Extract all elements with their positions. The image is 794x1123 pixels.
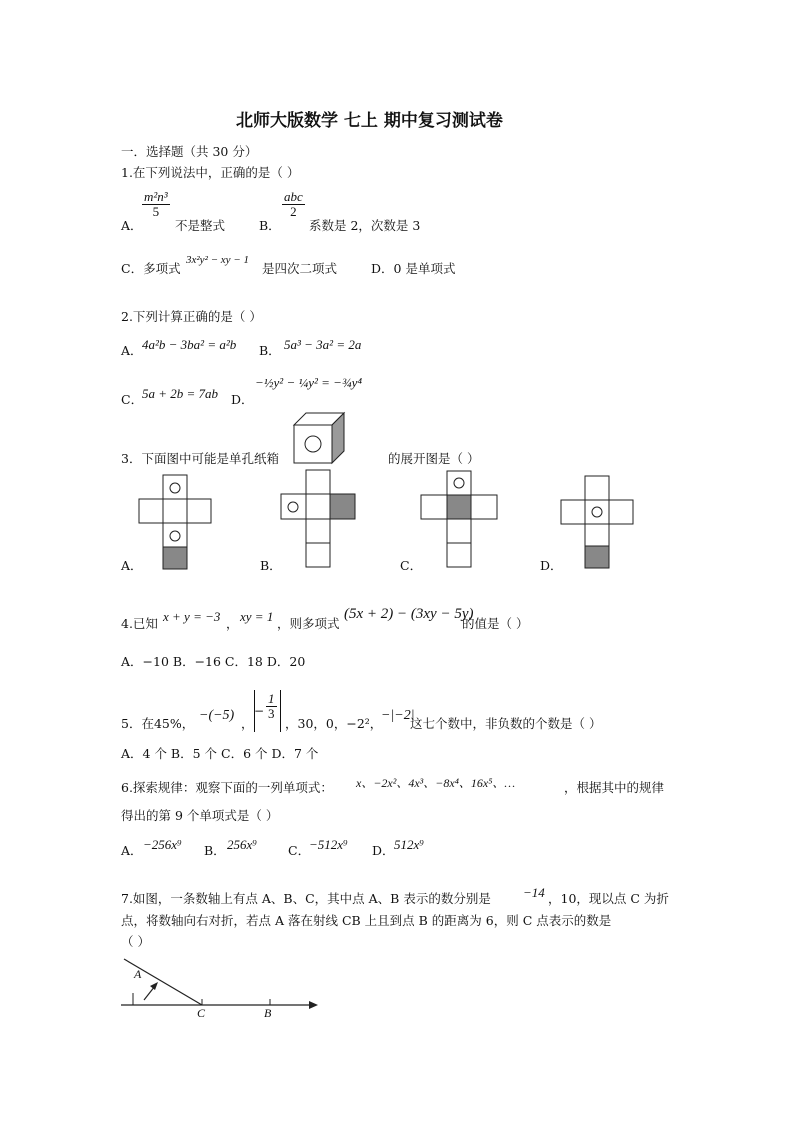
net-c-figure bbox=[421, 471, 497, 568]
q3-stem-prefix: 3．下面图中可能是单孔纸箱 bbox=[121, 451, 279, 466]
q1-option-a-label: A． bbox=[121, 218, 143, 233]
q6-option-c-expr: −512x⁹ bbox=[309, 837, 348, 852]
q1-option-a-fraction bbox=[142, 190, 170, 219]
q5-comma: ， bbox=[241, 716, 254, 731]
q1-stem: 1.在下列说法中，正确的是（ ） bbox=[121, 165, 300, 180]
q7-line3: （ ） bbox=[121, 934, 150, 949]
q3-option-d-label: D． bbox=[540, 558, 563, 573]
q3-stem-suffix: 的展开图是（ ） bbox=[388, 451, 480, 466]
net-d-figure bbox=[561, 476, 633, 569]
q7-label-b: B bbox=[264, 1006, 272, 1020]
q4-expression: (5x + 2) − (3xy − 5y) bbox=[344, 606, 474, 622]
net-b-figure bbox=[281, 470, 355, 568]
q2-option-a-expr: 4a²b − 3ba² = a²b bbox=[142, 337, 237, 352]
q7-label-a: A bbox=[134, 967, 142, 981]
q1-a-denominator: 5 bbox=[152, 204, 160, 219]
q7-line1-prefix: 7.如图，一条数轴上有点 A、B、C，其中点 A、B 表示的数分别是 bbox=[121, 891, 491, 906]
q4-condition-2: xy = 1 bbox=[240, 609, 274, 624]
q5-stem-prefix: 5．在45%， bbox=[121, 716, 195, 731]
q7-label-c: C bbox=[197, 1006, 206, 1020]
q1-option-c-text: 是四次二项式 bbox=[262, 261, 338, 276]
q6-option-d-label: D． bbox=[372, 843, 395, 858]
q7-number-line-figure bbox=[118, 955, 323, 1025]
page-title: 北师大版数学 七上 期中复习测试卷 bbox=[236, 111, 503, 131]
q1-b-numerator: abc bbox=[284, 189, 303, 204]
q6-sequence: x、−2x²、4x³、−8x⁴、16x⁵、… bbox=[356, 776, 516, 790]
q4-stem-mid: ，则多项式 bbox=[277, 616, 340, 631]
q2-option-c-expr: 5a + 2b = 7ab bbox=[142, 386, 219, 401]
q6-option-d-expr: 512x⁹ bbox=[394, 837, 424, 852]
q4-options: A．−10 B．−16 C．18 D．20 bbox=[121, 654, 306, 669]
q2-option-d-label: D． bbox=[231, 392, 254, 407]
q1-option-d: D．0 是单项式 bbox=[371, 261, 456, 276]
q3-option-a-label: A． bbox=[121, 558, 143, 573]
q3-option-b-label: B． bbox=[260, 558, 282, 573]
q1-b-denominator: 2 bbox=[290, 204, 297, 219]
q5-fraction-denominator: 3 bbox=[268, 706, 275, 721]
q1-option-b-fraction bbox=[282, 190, 305, 219]
q5-item-neg-neg5: −(−5) bbox=[199, 708, 235, 723]
q1-a-numerator: m²n³ bbox=[144, 189, 168, 204]
q3-option-c-label: C． bbox=[400, 558, 423, 573]
q5-items-rest: ，30，0，−2²， bbox=[285, 716, 383, 731]
q7-value-a: −14 bbox=[523, 885, 545, 900]
q6-stem-tail: ，根据其中的规律 bbox=[564, 780, 665, 795]
q2-option-b-expr: 5a³ − 3a² = 2a bbox=[284, 337, 362, 352]
net-a-figure bbox=[139, 475, 211, 569]
q1-option-c-label: C．多项式 bbox=[121, 261, 181, 276]
q7-line2: 点，将数轴向右对折，若点 A 落在射线 CB 上且到点 B 的距离为 6，则 C 点表示的数是 bbox=[121, 913, 612, 928]
section-heading: 一．选择题（共 30 分） bbox=[121, 144, 258, 159]
q1-option-a-text: 不是整式 bbox=[175, 218, 226, 233]
q5-minus-sign: − bbox=[254, 704, 265, 718]
q5-item-neg-abs-neg2: −|−2| bbox=[381, 708, 415, 723]
single-hole-box-figure bbox=[293, 412, 353, 464]
q6-option-a-expr: −256x⁹ bbox=[143, 837, 182, 852]
q6-stem: 6.探索规律：观察下面的一列单项式： bbox=[121, 780, 333, 795]
q6-stem-line2: 得出的第 9 个单项式是（ ） bbox=[121, 808, 279, 823]
q4-condition-1: x + y = −3 bbox=[163, 609, 221, 624]
q4-separator: ， bbox=[226, 616, 239, 631]
q2-option-a-label: A． bbox=[121, 343, 143, 358]
q5-options: A．4 个 B．5 个 C．6 个 D．7 个 bbox=[121, 746, 319, 761]
q2-option-c-label: C． bbox=[121, 392, 144, 407]
q6-option-a-label: A． bbox=[121, 843, 143, 858]
q4-stem-suffix: 的值是（ ） bbox=[462, 616, 529, 631]
q6-option-b-expr: 256x⁹ bbox=[227, 837, 257, 852]
q4-stem-prefix: 4.已知 bbox=[121, 616, 158, 631]
q5-stem-suffix: 这七个数中，非负数的个数是（ ） bbox=[410, 716, 602, 731]
q6-option-c-label: C． bbox=[288, 843, 311, 858]
q1-option-b-text: 系数是 2，次数是 3 bbox=[309, 218, 421, 233]
q5-item-abs-fraction bbox=[254, 690, 281, 732]
q7-line1-suffix: ，10，现以点 C 为折 bbox=[548, 891, 669, 906]
q2-option-d-expr: −½y² − ¼y² = −¾y⁴ bbox=[255, 375, 362, 390]
q1-option-b-label: B． bbox=[259, 218, 281, 233]
q2-option-b-label: B． bbox=[259, 343, 281, 358]
q5-fraction-numerator: 1 bbox=[268, 691, 275, 706]
q2-stem: 2.下列计算正确的是（ ） bbox=[121, 309, 262, 324]
q1-option-c-expr: 3x²y² − xy − 1 bbox=[186, 254, 249, 266]
q6-option-b-label: B． bbox=[204, 843, 226, 858]
